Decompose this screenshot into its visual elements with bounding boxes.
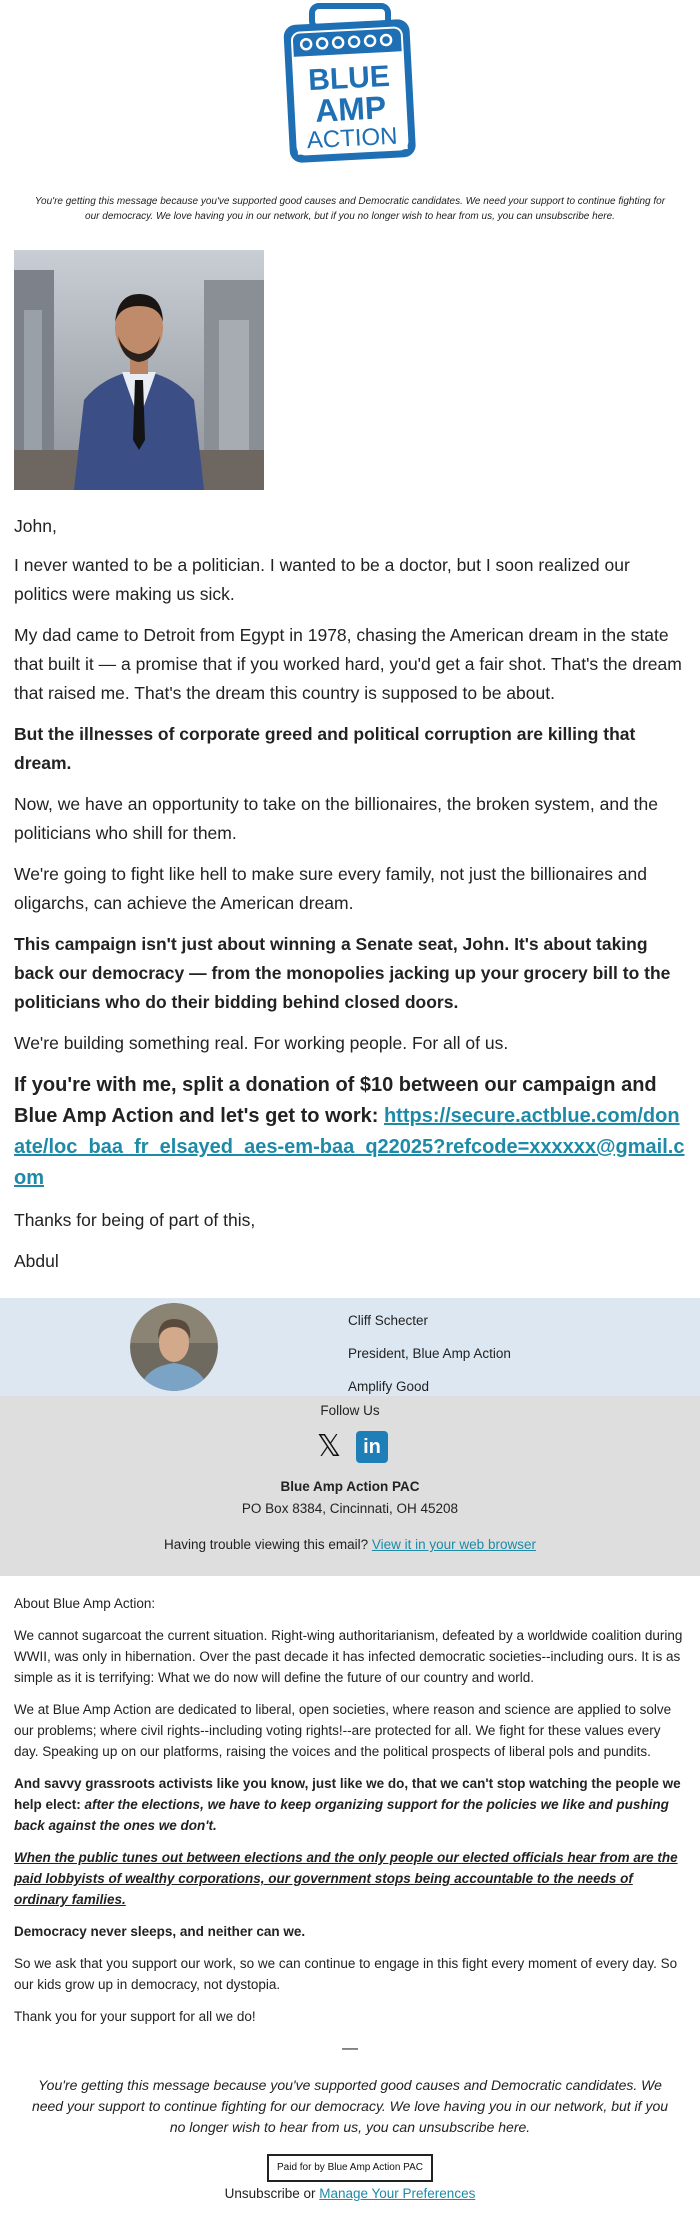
logo-line3: ACTION: [306, 122, 399, 155]
signature-block: [0, 1298, 700, 1396]
greeting: John,: [14, 516, 57, 536]
bottom-disclaimer: You're getting this message because you've supported good causes and Democratic candidates. We need your support to continue fighting for our democracy. We love having you in our network, but if you no longer wish to hear from us, you can unsubscribe here.: [31, 2077, 669, 2135]
manage-preferences-link[interactable]: Manage Your Preferences: [319, 2186, 476, 2201]
about-bold-italic-text: after the elections, we have to keep organizing support for the policies we like and pushing back against the ones we don't.: [14, 1797, 669, 1833]
header: [0, 0, 700, 176]
divider: —: [342, 2040, 358, 2057]
linkedin-icon[interactable]: in: [356, 1431, 388, 1463]
org-name: Blue Amp Action PAC: [280, 1479, 420, 1494]
signer-name: Cliff Schecter: [348, 1313, 429, 1328]
footer-social: [0, 1396, 700, 1576]
paid-for-box: Paid for by Blue Amp Action PAC: [267, 2154, 433, 2182]
about-paragraph: So we ask that you support our work, so we can continue to engage in this fight every moment of every day. So our kids grow up in democracy, not dystopia.: [14, 1956, 678, 1992]
about-heading: About Blue Amp Action:: [14, 1596, 156, 1611]
signature-photo-cell: [0, 1298, 348, 1396]
candidate-photo: [14, 250, 264, 490]
trouble-text: Having trouble viewing this email?: [164, 1537, 369, 1552]
about-paragraph: Thank you for your support for all we do!: [14, 2009, 256, 2024]
letter-body: [0, 490, 700, 1276]
signer-tagline: Amplify Good: [348, 1379, 430, 1394]
letter-paragraph: Now, we have an opportunity to take on the billionaires, the broken system, and the politicians who shill for them.: [14, 794, 658, 843]
top-disclaimer: You're getting this message because you've supported good causes and Democratic candidates. We need your support to continue fighting for our democracy. We love having you in our network, but if you no longer wish to hear from us, you can unsubscribe here.: [34, 196, 666, 222]
logo-line2: AMP: [314, 89, 388, 129]
view-in-browser-line: [0, 1536, 700, 1554]
follow-us-label: Follow Us: [320, 1403, 380, 1418]
signature-text: [348, 1298, 511, 1396]
letter-paragraph: We're building something real. For working people. For all of us.: [14, 1033, 509, 1053]
letter-paragraph: I never wanted to be a politician. I wanted to be a doctor, but I soon realized our politics were making us sick.: [14, 555, 630, 604]
signoff: Abdul: [14, 1251, 59, 1271]
about-section: [0, 1576, 700, 2059]
about-paragraph: We at Blue Amp Action are dedicated to liberal, open societies, where reason and science are applied to solve our problems; where civil rights--including voting rights!--are protected for all. We fight for these values every day. Speaking up on our platforms, raising the voices and the political prospects of liberal pols and pundits.: [14, 1702, 672, 1759]
logo-line1: BLUE: [307, 59, 391, 98]
thanks-line: Thanks for being of part of this,: [14, 1210, 256, 1230]
about-paragraph: We cannot sugarcoat the current situation. Right-wing authoritarianism, defeated by a worldwide coalition during WWII, was only in hibernation. Over the past decade it has infected democratic societies--including ours. It is as simple as it is terrifying: What we do now will define the future of our country and world.: [14, 1628, 683, 1685]
letter-paragraph: We're going to fight like hell to make sure every family, not just the billionaires and oligarchs, can achieve the American dream.: [14, 864, 648, 913]
letter-paragraph-bold: But the illnesses of corporate greed and political corruption are killing that dream.: [14, 724, 636, 773]
blue-amp-action-logo[interactable]: [265, 2, 435, 170]
unsubscribe-prefix[interactable]: Unsubscribe or: [224, 2186, 320, 2201]
unsubscribe-line: [0, 2186, 700, 2202]
about-bold-text: And savvy grassroots activists like you know, just like we do, that we can't stop watching the people we help elect:: [14, 1776, 681, 1812]
x-icon[interactable]: 𝕏: [316, 1429, 342, 1464]
donation-ask: [14, 1070, 686, 1194]
paid-for-wrap: [0, 2154, 700, 2182]
social-links: [0, 1430, 700, 1464]
donation-ask-text: If you're with me, split a donation of $10 between our campaign and Blue Amp Action and let's get to work:: [14, 1074, 657, 1127]
org-address: PO Box 8384, Cincinnati, OH 45208: [241, 1501, 459, 1516]
about-underlined-paragraph: When the public tunes out between elections and the only people our elected officials hear from are the paid lobbyists of wealthy corporations, our government stops being accountable to the needs of ordinary families.: [14, 1850, 678, 1907]
letter-paragraph-bold: This campaign isn't just about winning a Senate seat, John. It's about taking back our democracy — from the monopolies jacking up your grocery bill to the politicians who do their bidding behind closed doors.: [14, 934, 671, 1012]
letter-paragraph: My dad came to Detroit from Egypt in 1978, chasing the American dream in the state that built it — a promise that if you worked hard, you'd get a fair shot. That's the dream that raised me. That's the dream this country is supposed to be about.: [14, 625, 682, 703]
view-in-browser-link[interactable]: View it in your web browser: [371, 1537, 536, 1552]
donate-link[interactable]: https://secure.actblue.com/donate/loc_baa_fr_elsayed_aes-em-baa_q22025?refcode=xxxxxx@gmail.com: [14, 1105, 685, 1189]
avatar: [130, 1303, 218, 1391]
signer-title: President, Blue Amp Action: [348, 1346, 511, 1361]
about-paragraph-bold: [14, 1773, 686, 1836]
about-paragraph-bold: Democracy never sleeps, and neither can we.: [14, 1924, 306, 1939]
